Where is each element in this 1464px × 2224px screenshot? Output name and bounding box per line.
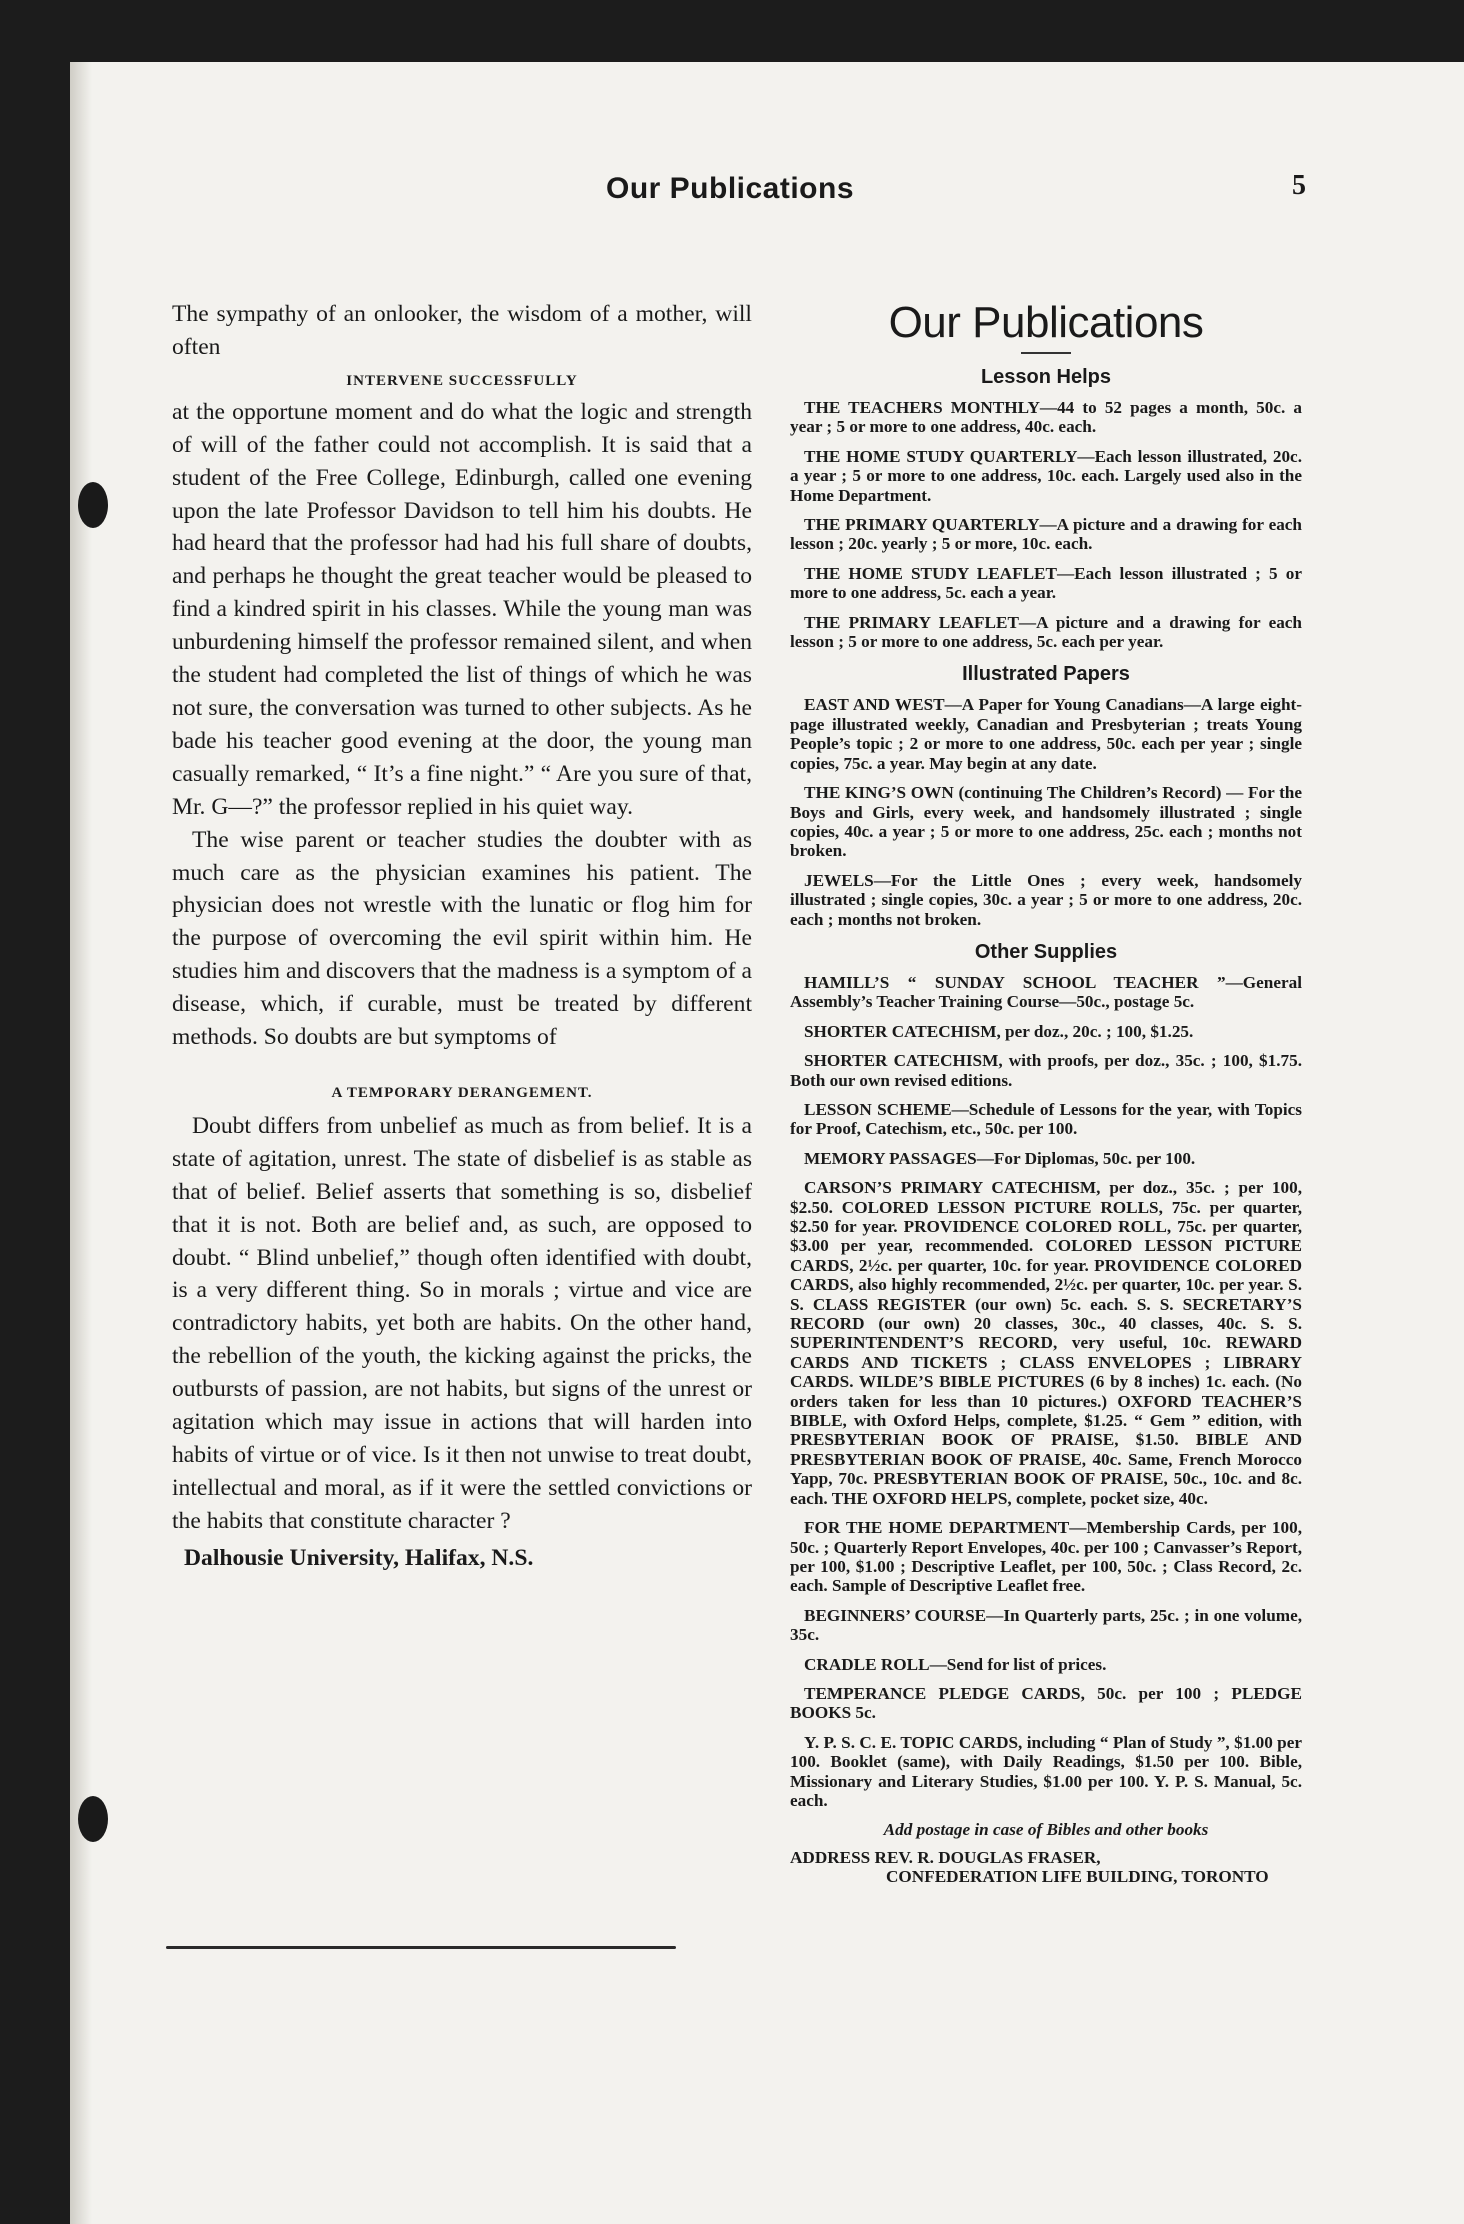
running-title: Our Publications <box>605 172 855 205</box>
page-number: 5 <box>1292 170 1306 201</box>
binding-shadow <box>70 62 92 2224</box>
entry-home-department: FOR THE HOME DEPARTMENT—Membership Cards, per 100, 50c. ; Quarterly Report Envelopes, 40c. per 100 ; Canvasser’s Report, per 100, $1.00 ; Descriptive Leaflet, per 100, 50c. ; Class Record, 2c. each. Sample of Descriptive Leaflet free. <box>790 1518 1302 1596</box>
entry-shorter-catechism-proofs: SHORTER CATECHISM, with proofs, per doz., 35c. ; 100, $1.75. Both our own revised editions. <box>790 1051 1302 1090</box>
publications-title: Our Publications <box>888 298 1204 347</box>
paragraph-1: The sympathy of an onlooker, the wisdom of a mother, will often <box>172 301 752 360</box>
signature-rule <box>166 1946 676 1949</box>
section-lesson-helps: Lesson Helps <box>980 366 1112 388</box>
entry-carsons-catechism: CARSON’S PRIMARY CATECHISM, per doz., 35c. ; per 100, $2.50. COLORED LESSON PICTURE ROLLS, 75c. per quarter, $2.50 for year. PROVIDENCE COLORED ROLL, 75c. per quarter, $3.00 per year, recommended. COLORED LESSON PICTURE CARDS, 2½c. per quarter, 10c. for year. PROVIDENCE COLORED CARDS, also highly recommended, 2½c. per quarter, 10c. per year. S. S. CLASS REGISTER (our own) 5c. each. S. S. SECRETARY’S RECORD (our own) 20 classes, 30c., 40 classes, 40c. S. S. SUPERINTENDENT’S RECORD, very useful, 10c. REWARD CARDS AND TICKETS ; CLASS ENVELOPES ; LIBRARY CARDS. WILDE’S BIBLE PICTURES (6 by 8 inches) 1c. each. (No orders taken for less than 10 pictures.) OXFORD TEACHER’S BIBLE, with Oxford Helps, complete, $1.25. “ Gem ” edition, with PRESBYTERIAN BOOK OF PRAISE, $1.50. BIBLE AND PRESBYTERIAN BOOK OF PRAISE, 40c. Same, French Morocco Yapp, 70c. PRESBYTERIAN BOOK OF PRAISE, 50c., 10c. and 8c. each. THE OXFORD HELPS, complete, pocket size, 40c. <box>790 1178 1302 1508</box>
entry-teachers-monthly: THE TEACHERS MONTHLY—44 to 52 pages a month, 50c. a year ; 5 or more to one address, 40c. each. <box>790 398 1302 437</box>
entry-home-study-leaflet: THE HOME STUDY LEAFLET—Each lesson illustrated ; 5 or more to one address, 5c. each a year. <box>790 563 1302 603</box>
publications-column <box>790 298 1302 1887</box>
section-illustrated-papers: Illustrated Papers <box>962 663 1130 686</box>
article-column <box>172 298 752 1575</box>
entry-temperance-pledge: TEMPERANCE PLEDGE CARDS, 50c. per 100 ; PLEDGE BOOKS 5c. <box>790 1683 1302 1723</box>
address-line-1: ADDRESS REV. R. DOUGLAS FRASER, <box>790 1847 1101 1867</box>
paragraph-3: The wise parent or teacher studies the doubter with as much care as the physician examines his patient. The physician does not wrestle with the lunatic or flog him for the purpose of overcoming the evil spirit within him. He studies him and discovers that the madness is a symptom of a disease, which, if curable, must be treated by different methods. So doubts are but symptoms of <box>172 826 752 1051</box>
paragraph-2: at the opportune moment and do what the logic and strength of will of the father could not accomplish. It is said that a student of the Free College, Edinburgh, called one evening upon the late Professor Davidson to tell him his doubts. He had heard that the professor had had his full share of doubts, and perhaps he thought the great teacher would be pleased to find a kindred spirit in his classes. While the young man was unburdening himself the professor remained silent, and when the student had completed the list of things of which he was not sure, the conversation was turned to other subjects. As he bade his teacher good evening at the door, the young man casually remarked, “ It’s a fine night.” “ Are you sure of that, Mr. G—?” the professor replied in his quiet way. <box>172 398 752 820</box>
address-block <box>790 1848 1302 1887</box>
entry-primary-leaflet: THE PRIMARY LEAFLET—A picture and a drawing for each lesson ; 5 or more to one address, 5c. each per year. <box>790 612 1302 652</box>
entry-lesson-scheme: LESSON SCHEME—Schedule of Lessons for the year, with Topics for Proof, Catechism, etc., 50c. per 100. <box>790 1099 1302 1139</box>
title-divider <box>1021 352 1071 354</box>
binding-hole-top <box>78 482 108 528</box>
entry-home-study-quarterly: THE HOME STUDY QUARTERLY—Each lesson illustrated, 20c. a year ; 5 or more to one address, 10c. each. Largely used also in the Home Department. <box>790 446 1302 505</box>
entry-beginners-course: BEGINNERS’ COURSE—In Quarterly parts, 25c. ; in one volume, 35c. <box>790 1605 1302 1645</box>
entry-kings-own: THE KING’S OWN (continuing The Children’s Record) — For the Boys and Girls, every week, and handsomely illustrated ; single copies, 40c. a year ; 5 or more to one address, 25c. each ; months not broken. <box>790 783 1302 861</box>
entry-east-and-west: EAST AND WEST—A Paper for Young Canadians—A large eight-page illustrated weekly, Canadian and Presbyterian ; treats Young People’s topic ; 2 or more to one address, 50c. each per year ; single copies, 75c. a year. May begin at any date. <box>790 695 1302 773</box>
entry-jewels: JEWELS—For the Little Ones ; every week, handsomely illustrated ; single copies, 30c. a year ; 5 or more to one address, 20c. each ; months not broken. <box>790 870 1302 929</box>
binding-hole-bottom <box>78 1796 108 1842</box>
paragraph-4: Doubt differs from unbelief as much as from belief. It is a state of agitation, unrest. The state of disbelief is as stable as that of belief. Belief asserts that something is so, disbelief that it is not. Both are belief and, as such, are opposed to doubt. “ Blind unbelief,” though often identified with doubt, is a very different thing. So in morals ; virtue and vice are contradictory habits, yet both are habits. On the other hand, the rebellion of the youth, the kicking against the pricks, the outbursts of passion, are not habits, but signs of the unrest or agitation which may issue in actions that will harden into habits of virtue or of vice. Is it then not unwise to treat doubt, intellectual and moral, as if it were the settled convictions or the habits that constitute character ? <box>172 1112 752 1534</box>
entry-memory-passages: MEMORY PASSAGES—For Diplomas, 50c. per 100. <box>804 1148 1196 1168</box>
entry-cradle-roll: CRADLE ROLL—Send for list of prices. <box>804 1654 1107 1674</box>
entry-primary-quarterly: THE PRIMARY QUARTERLY—A picture and a drawing for each lesson ; 20c. yearly ; 5 or more, 10c. each. <box>790 515 1302 554</box>
entry-hamill: HAMILL’S “ SUNDAY SCHOOL TEACHER ”—General Assembly’s Teacher Training Course—50c., postage 5c. <box>790 972 1302 1012</box>
section-other-supplies: Other Supplies <box>974 940 1118 963</box>
subhead-derangement: A TEMPORARY DERANGEMENT. <box>331 1084 593 1101</box>
postage-note: Add postage in case of Bibles and other books <box>883 1820 1209 1840</box>
subhead-intervene: INTERVENE SUCCESSFULLY <box>346 372 578 389</box>
address-line-2: CONFEDERATION LIFE BUILDING, TORONTO <box>886 1867 1269 1887</box>
signature: Dalhousie University, Halifax, N.S. <box>184 1544 534 1571</box>
entry-ypsce-topic-cards: Y. P. S. C. E. TOPIC CARDS, including “ Plan of Study ”, $1.00 per 100. Booklet (same), with Daily Readings, $1.50 per 100. Bible, Missionary and Literary Studies, $1.00 per 100. Y. P. S. Manual, 5c. each. <box>790 1732 1302 1810</box>
entry-shorter-catechism: SHORTER CATECHISM, per doz., 20c. ; 100, $1.25. <box>804 1021 1194 1041</box>
